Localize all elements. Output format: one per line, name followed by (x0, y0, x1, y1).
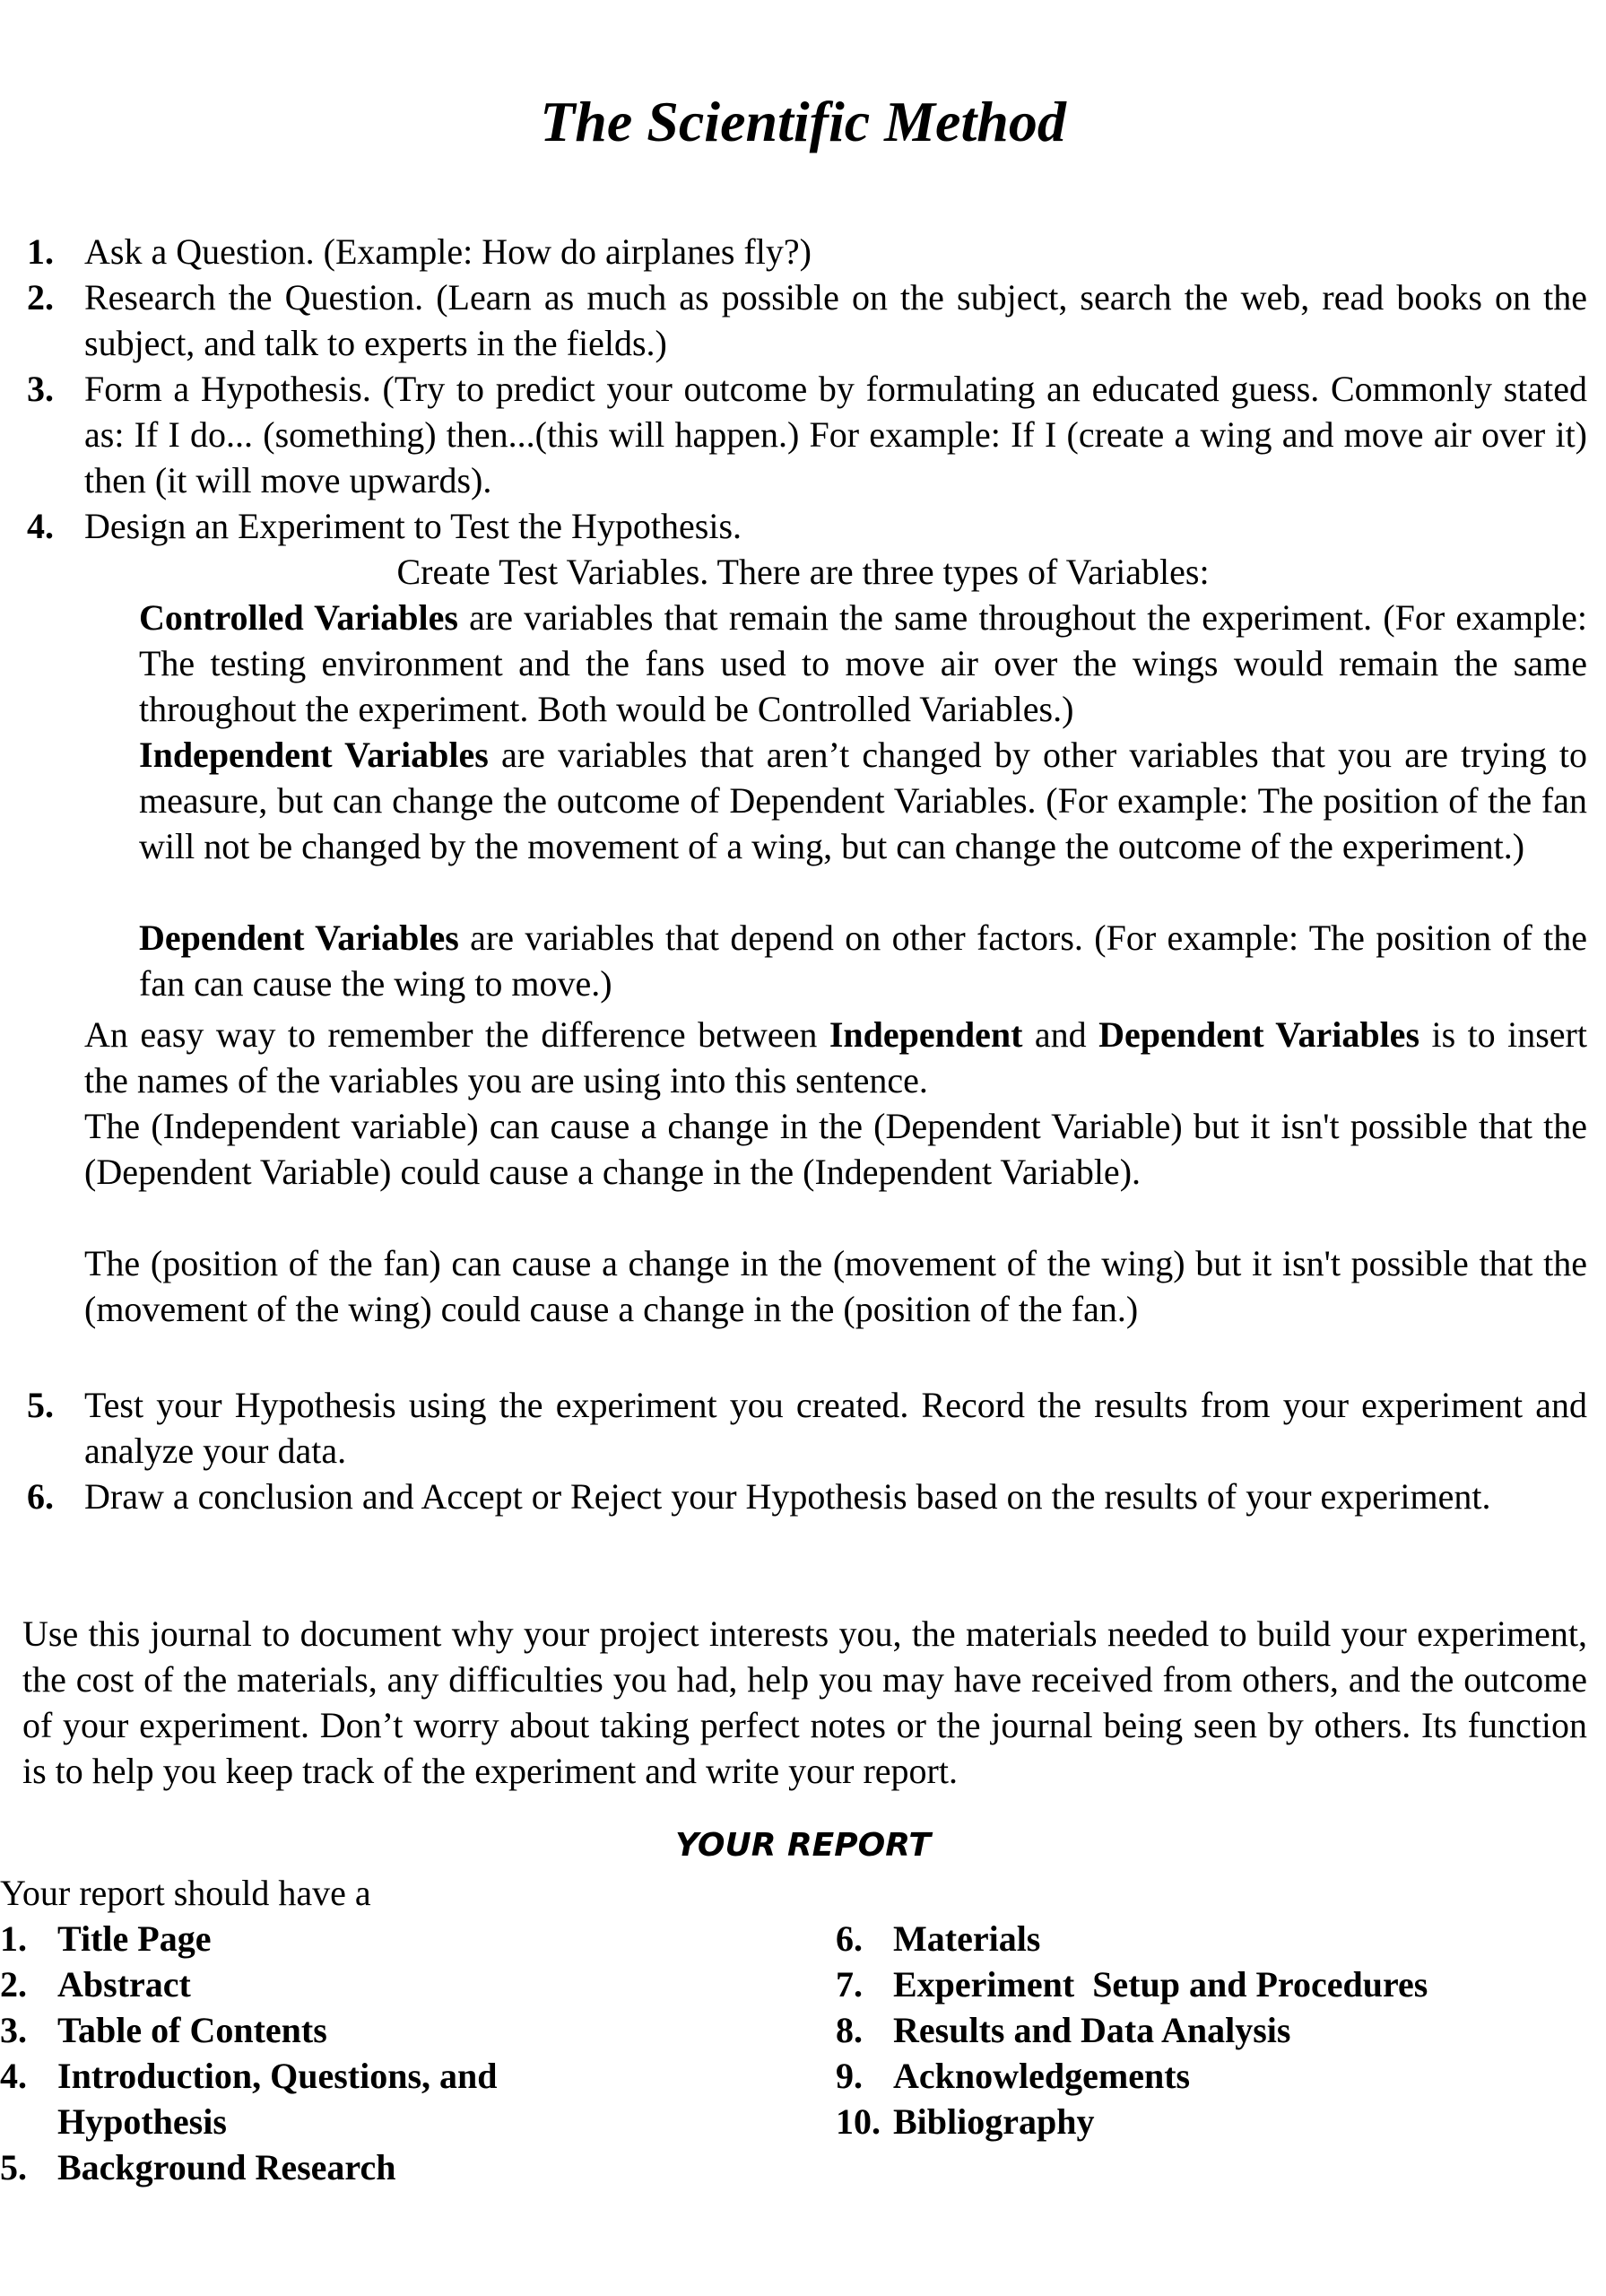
list-item: 9. Acknowledgements (836, 2056, 1191, 2096)
list-item-label: Table of Contents (57, 2010, 327, 2050)
list-item: 10. Bibliography (836, 2101, 1095, 2142)
variable-term: Independent Variables (139, 735, 489, 775)
controlled-variables-definition (139, 595, 1587, 732)
variable-description: are variables that remain the same throughout the experiment. (For example: The testing environment and the fans used to move air over the wings would remain the same throughout the experiment. Both would be Controlled Variables.) (139, 597, 1588, 729)
variables-intro: Create Test Variables. There are three types of Variables: (396, 552, 1210, 592)
list-item: 8. Results and Data Analysis (836, 2010, 1291, 2050)
step-text: Research the Question. (Learn as much as possible on the subject, search the web, read books on the subject, and talk to experts in the fields.) (84, 277, 1587, 363)
step-6 (27, 1474, 1587, 1519)
step-number: 2. (27, 277, 54, 317)
variable-term: Controlled Variables (139, 597, 458, 638)
list-item: 5. Background Research (0, 2147, 396, 2187)
list-item-label: Title Page (57, 1918, 212, 1959)
step-number: 1. (27, 231, 54, 272)
step-text: Test your Hypothesis using the experiment you created. Record the results from your experiment and analyze your data. (84, 1385, 1587, 1471)
sentence-template: The (Independent variable) can cause a change in the (Dependent Variable) but it isn't possible that the (Dependent Variable) could cause a change in the (Independent Variable). (84, 1106, 1587, 1192)
independent-variables-definition (139, 732, 1587, 869)
list-item-label: Results and Data Analysis (893, 2010, 1291, 2050)
report-list-right (836, 1916, 1606, 2144)
list-item-label: Abstract (57, 1964, 191, 2005)
step-number: 4. (27, 506, 54, 546)
list-item: 3. Table of Contents (0, 2010, 327, 2050)
list-item-label: Acknowledgements (893, 2056, 1191, 2096)
step-1 (27, 229, 1587, 274)
step-number: 3. (27, 369, 54, 409)
step-number: 6. (27, 1476, 54, 1517)
step-4 (27, 503, 1587, 549)
dependent-term: Dependent Variables (1098, 1014, 1420, 1055)
variable-description: are variables that aren’t changed by other variables that you are trying to measure, but can change the outcome of Dependent Variables. (For example: The position of the fan will not be changed by the movement of a wing, but can change the outcome of the experiment.) (139, 735, 1588, 866)
list-item: 7. Experiment Setup and Procedures (836, 1964, 1428, 2005)
step-3 (27, 366, 1587, 503)
step-text: Ask a Question. (Example: How do airplanes fly?) (84, 231, 812, 272)
sentence-example: The (position of the fan) can cause a change in the (movement of the wing) but it isn't possible that the (movement of the wing) could cause a change in the (position of the fan.) (84, 1243, 1587, 1329)
step-text: Form a Hypothesis. (Try to predict your outcome by formulating an educated guess. Commonly stated as: If I do... (something) then...(this will happen.) For example: If I (create a wing and move air over it) then (it will move upwards). (84, 369, 1587, 500)
variable-term: Dependent Variables (139, 918, 459, 958)
step-5 (27, 1382, 1587, 1474)
step-text: Design an Experiment to Test the Hypothesis. (84, 506, 742, 546)
list-item-label: Bibliography (893, 2101, 1095, 2142)
journal-paragraph: Use this journal to document why your project interests you, the materials needed to build your experiment, the cost of the materials, any difficulties you had, help you may have received from others, and the outcome of your experiment. Don’t worry about taking perfect notes or the journal being seen by others. Its function is to help you keep track of the experiment and write your report. (22, 1613, 1587, 1791)
step-2 (27, 274, 1587, 366)
list-item: 2. Abstract (0, 1964, 191, 2005)
list-item-label: Introduction, Questions, and Hypothesis (57, 2056, 498, 2142)
step-text: Draw a conclusion and Accept or Reject your Hypothesis based on the results of your experiment. (84, 1476, 1491, 1517)
list-item-label: Materials (893, 1918, 1041, 1959)
list-item: 4. Introduction, Questions, and Hypothesis (0, 2056, 498, 2142)
dependent-variables-definition (139, 915, 1587, 1006)
variable-description: are variables that depend on other factors. (For example: The position of the fan can cause the wing to move.) (139, 918, 1587, 1004)
report-heading: YOUR REPORT (675, 1827, 931, 1864)
page-title: The Scientific Method (540, 90, 1066, 153)
list-item-label: Background Research (57, 2147, 396, 2187)
list-item: 1. Title Page (0, 1918, 212, 1959)
list-item-label: Experiment Setup and Procedures (893, 1964, 1428, 2005)
report-intro: Your report should have a (0, 1873, 371, 1913)
remember-paragraph: An easy way to remember the difference between Independent and Dependent Variables is to insert the names of the variables you are using into this sentence. (84, 1014, 1587, 1100)
independent-term: Independent (829, 1014, 1023, 1055)
list-item: 6. Materials (836, 1918, 1041, 1959)
step-number: 5. (27, 1385, 54, 1425)
report-list-left (0, 1916, 628, 2190)
